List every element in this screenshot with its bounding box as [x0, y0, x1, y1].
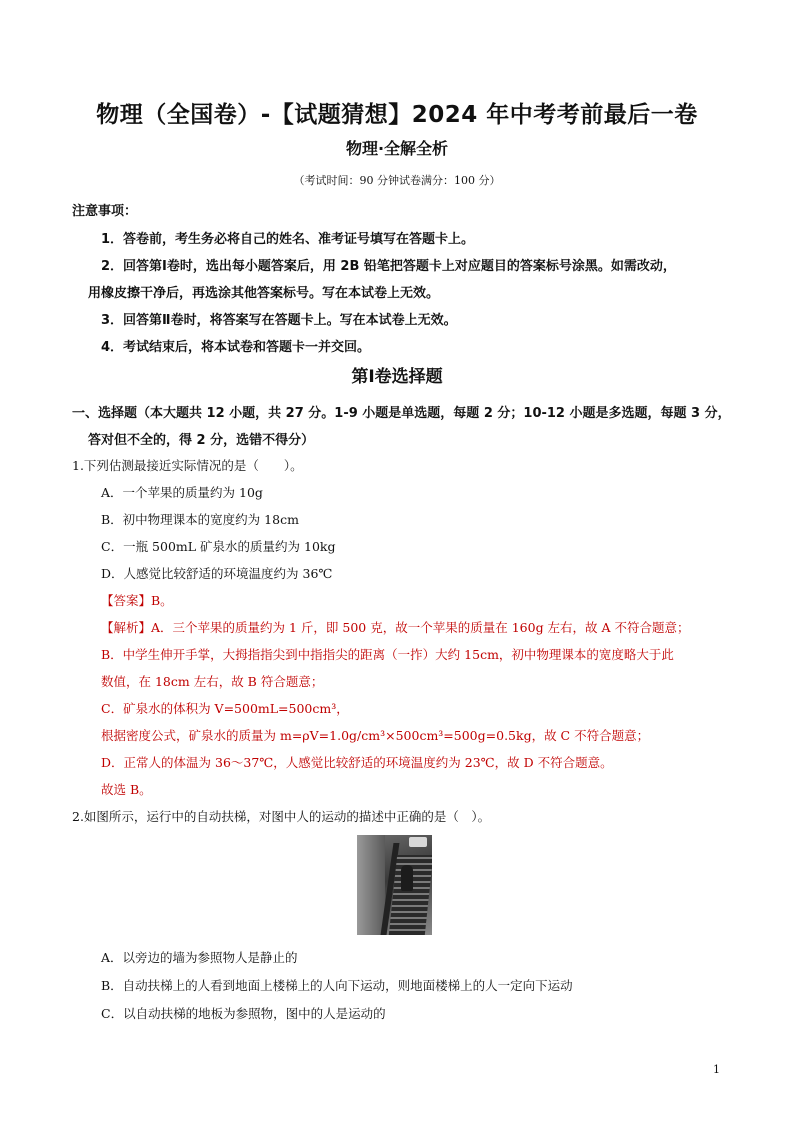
document-title: 物理（全国卷）-【试题猜想】2024 年中考考前最后一卷 [96, 102, 698, 128]
question-2-option-c: C．以自动扶梯的地板为参照物，图中的人是运动的 [101, 1006, 386, 1021]
question-1-analysis-line: 故选 B。 [101, 782, 152, 797]
photo-person [401, 865, 413, 891]
question-1-answer: 【答案】B。 [101, 593, 173, 608]
question-1-analysis-line: 【解析】A．三个苹果的质量约为 1 斤，即 500 克，故一个苹果的质量在 160g 左右，故 A 不符合题意； [101, 620, 690, 635]
question-1-analysis-line: C．矿泉水的体积为 V=500mL=500cm³， [101, 701, 349, 716]
note-item: 2．回答第Ⅰ卷时，选出每小题答案后，用 2B 铅笔把答题卡上对应题目的答案标号涂黑。如需改动， [101, 259, 676, 274]
question-1-option-d: D．人感觉比较舒适的环境温度约为 36℃ [101, 566, 333, 581]
question-1-option-b: B．初中物理课本的宽度约为 18cm [101, 512, 299, 527]
question-1-analysis-line: B．中学生伸开手掌，大拇指指尖到中指指尖的距离（一拃）大约 15cm，初中物理课本的宽度略大于此 [101, 647, 674, 662]
photo-wall [357, 835, 385, 935]
question-2-option-a: A．以旁边的墙为参照物人是静止的 [101, 950, 298, 965]
note-item: 3．回答第Ⅱ卷时，将答案写在答题卡上。写在本试卷上无效。 [101, 313, 457, 328]
escalator-photo [357, 835, 432, 935]
question-1-option-c: C．一瓶 500mL 矿泉水的质量约为 10kg [101, 539, 336, 554]
section-instruction: 一、选择题（本大题共 12 小题，共 27 分。1-9 小题是单选题，每题 2 分；10-12 小题是多选题，每题 3 分， [72, 406, 731, 421]
notes-heading: 注意事项： [72, 204, 138, 219]
question-1-analysis-line: 数值，在 18cm 左右，故 B 符合题意； [101, 674, 324, 689]
section-title: 第Ⅰ卷选择题 [351, 367, 443, 387]
note-item: 4．考试结束后，将本试卷和答题卡一并交回。 [101, 340, 371, 355]
page-number: 1 [713, 1063, 720, 1076]
question-1-option-a: A．一个苹果的质量约为 10g [101, 485, 263, 500]
exam-time-info: （考试时间：90 分钟试卷满分：100 分） [293, 174, 501, 187]
question-1-stem: 1.下列估测最接近实际情况的是（ ）。 [72, 458, 303, 473]
question-2-stem: 2.如图所示，运行中的自动扶梯，对图中人的运动的描述中正确的是（ ）。 [72, 809, 491, 824]
question-2-option-b: B．自动扶梯上的人看到地面上楼梯上的人向下运动，则地面楼梯上的人一定向下运动 [101, 978, 573, 993]
section-instruction-continued: 答对但不全的，得 2 分，选错不得分） [88, 433, 315, 448]
note-item: 1．答卷前，考生务必将自己的姓名、准考证号填写在答题卡上。 [101, 232, 475, 247]
note-item-continued: 用橡皮擦干净后，再选涂其他答案标号。写在本试卷上无效。 [88, 286, 440, 301]
photo-ceiling-light [409, 837, 427, 847]
question-1-analysis-line: D．正常人的体温为 36～37℃，人感觉比较舒适的环境温度约为 23℃，故 D 不符合题意。 [101, 755, 613, 770]
question-1-analysis-line: 根据密度公式，矿泉水的质量为 m=ρV=1.0g/cm³×500cm³=500g=0.5kg，故 C 不符合题意； [101, 728, 650, 743]
document-subtitle: 物理·全解全析 [345, 139, 449, 158]
